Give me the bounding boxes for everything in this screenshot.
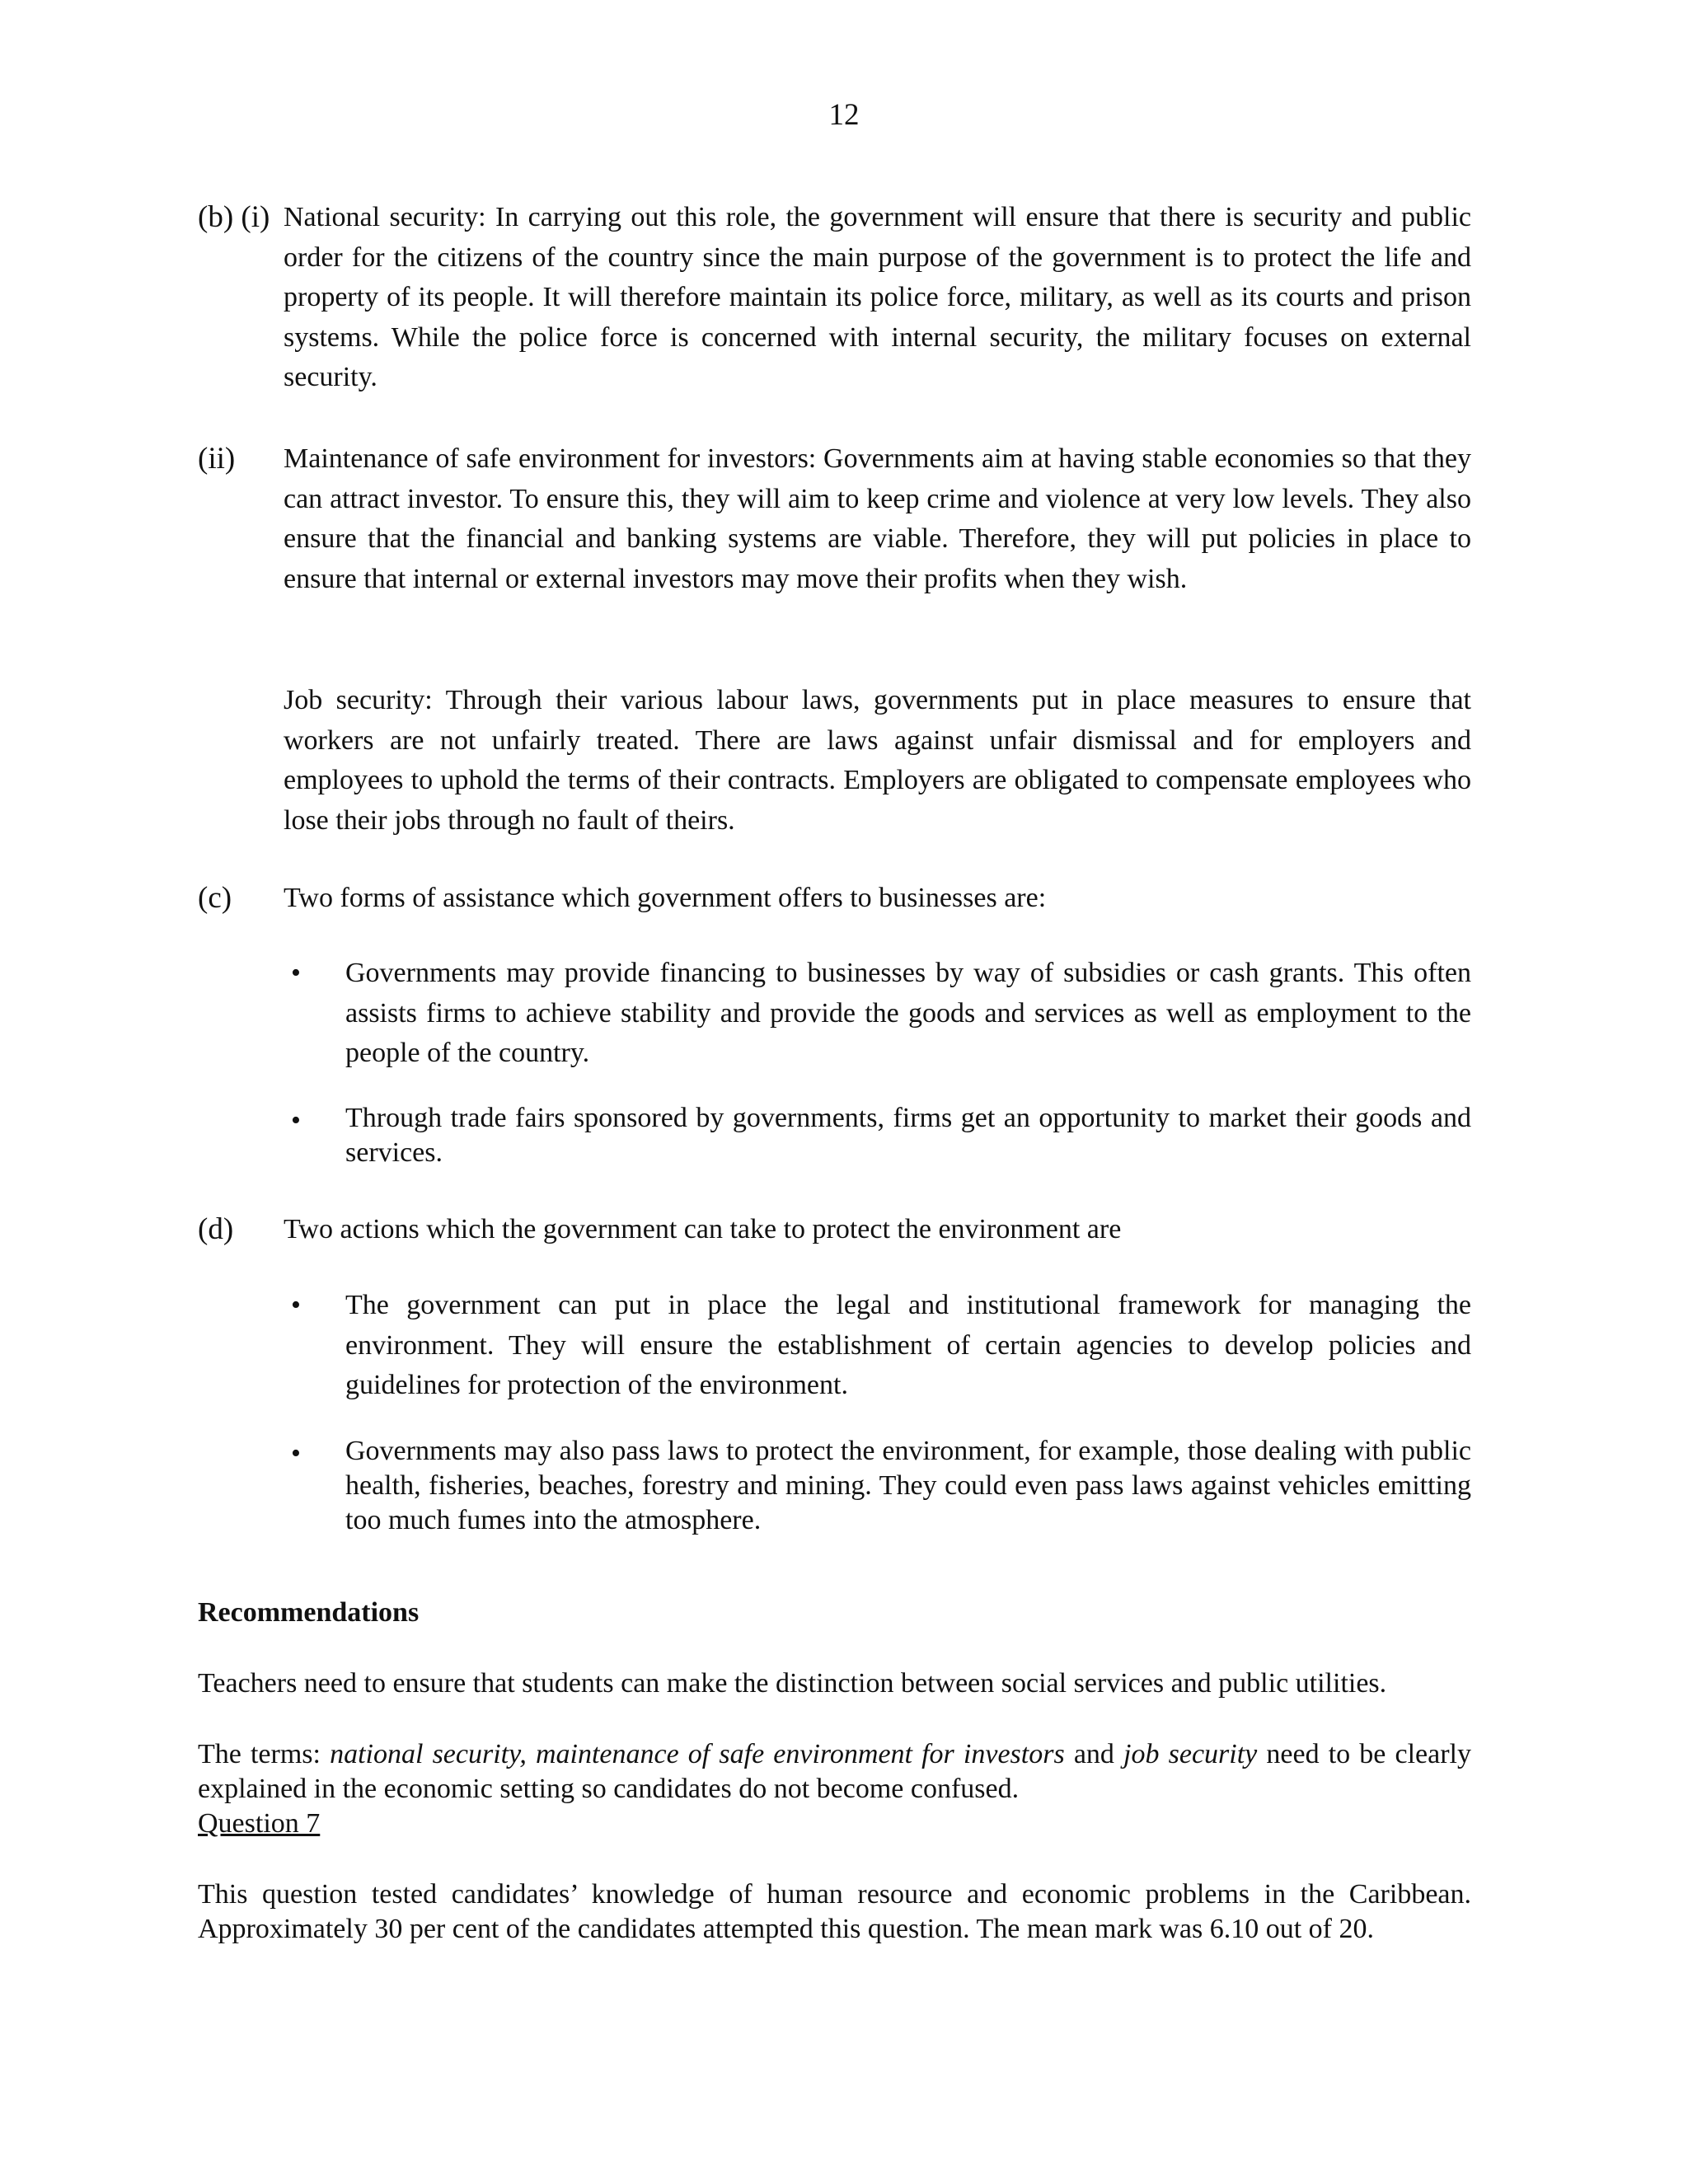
list-item (284, 1286, 1471, 1406)
bullet-icon: • (291, 1105, 301, 1136)
bullet-text: Through trade fairs sponsored by governments, firms get an opportunity to market their goods and services. (345, 1103, 1471, 1168)
bullet-text: Governments may provide financing to businesses by way of subsidies or cash grants. This often assists firms to achieve stability and provide the goods and services as well as employment to the people of the country. (345, 958, 1471, 1068)
recommendations-para-2 (198, 1737, 1471, 1807)
answer-job-security (198, 681, 1471, 841)
answer-d-intro: Two actions which the government can take to protect the environment are (284, 1214, 1122, 1244)
answer-c (198, 879, 1471, 919)
bullet-icon: • (291, 958, 301, 988)
bullet-icon: • (291, 1290, 301, 1320)
answer-b-i-text: National security: In carrying out this role, the government will ensure that there is security and public order for the citizens of the country since the main purpose of the government is to protect the life and property of its people. It will therefore maintain its police force, military, as well as its courts and prison systems. While the police force is concerned with internal security, the military focuses on external security. (284, 202, 1471, 392)
question-7-heading: Question 7 (198, 1808, 321, 1839)
page-number: 12 (828, 98, 860, 132)
bullet-icon: • (291, 1438, 301, 1469)
bullet-text: The government can put in place the legal and institutional framework for managing the environment. They will ensure the establishment of certain agencies to develop policies and guidelines for protection of the environment. (345, 1290, 1471, 1400)
term-job-security: job security (1123, 1739, 1258, 1769)
para-2-suffix: need to be clearly explained in the economic setting so candidates do not become confused. (198, 1739, 1471, 1804)
answer-b-ii-text: Maintenance of safe environment for investors: Governments aim at having stable economies so that they can attract investor. To ensure this, they will aim to keep crime and violence at very low levels. They also ensure that the financial and banking systems are viable. Therefore, they will put policies in place to ensure that internal or external investors may move their profits when they wish. (284, 443, 1471, 594)
question-7-text: This question tested candidates’ knowledge of human resource and economic problems in the Caribbean. Approximately 30 per cent of the candidates attempted this question. The mean mark was 6.10 out of 20. (198, 1879, 1471, 1944)
answer-d (198, 1210, 1471, 1250)
recommendations-para-1: Teachers need to ensure that students can make the distinction between social services and public utilities. (198, 1668, 1387, 1699)
list-item (284, 954, 1471, 1074)
item-marker-b-ii: (ii) (198, 442, 236, 476)
recommendations-heading: Recommendations (198, 1597, 420, 1628)
item-marker-c: (c) (198, 881, 232, 915)
job-security-text: Job security: Through their various labour laws, governments put in place measures to ensure that workers are not unfairly treated. There are laws against unfair dismissal and for employers and employees to uphold the terms of their contracts. Employers are obligated to compensate employees who lose their jobs through no fault of theirs. (284, 685, 1471, 836)
answer-c-intro: Two forms of assistance which government offers to businesses are: (284, 883, 1047, 913)
item-marker-b-i: (b) (i) (198, 200, 270, 234)
list-item (284, 1434, 1471, 1538)
para-2-and: and (1064, 1739, 1124, 1769)
term-national-security: national security, maintenance of safe environment for investors (330, 1739, 1065, 1769)
para-2-prefix: The terms: (198, 1739, 331, 1769)
item-marker-d: (d) (198, 1212, 234, 1246)
answer-b-i (198, 198, 1471, 398)
bullet-text: Governments may also pass laws to protect the environment, for example, those dealing with public health, fisheries, beaches, forestry and mining. They could even pass laws against vehicles emitting too much fumes into the atmosphere. (345, 1436, 1471, 1535)
answer-b-ii (198, 439, 1471, 599)
list-item (284, 1101, 1471, 1170)
